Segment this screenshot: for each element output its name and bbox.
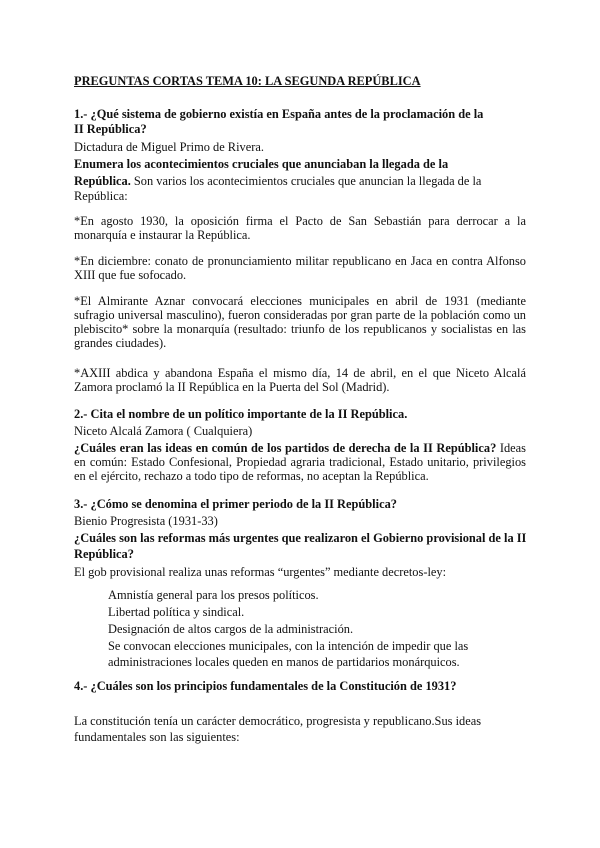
question-1-line-1: 1.- ¿Qué sistema de gobierno existía en España antes de la proclamación de la bbox=[74, 107, 484, 121]
event-item: *En diciembre: conato de pronunciamiento militar republicano en Jaca en contra Alfonso XIII que fue sofocado. bbox=[74, 254, 526, 282]
question-2: 2.- Cita el nombre de un político importante de la II República. bbox=[74, 407, 408, 421]
event-item: *El Almirante Aznar convocará elecciones municipales en abril de 1931 (mediante sufragio universal masculino), fueron consideradas por gran parte de la población como un plebiscito* sobre la monarquía (resultado: triunfo de los republicanos y socialistas en las grandes ciudades). bbox=[74, 294, 526, 350]
answer-1: Dictadura de Miguel Primo de Rivera. bbox=[74, 140, 264, 154]
question-4: 4.- ¿Cuáles son los principios fundamentales de la Constitución de 1931? bbox=[74, 679, 457, 693]
event-item: *AXIII abdica y abandona España el mismo día, 14 de abril, en el que Niceto Alcalá Zamora proclamó la II República en la Puerta del Sol (Madrid). bbox=[74, 366, 526, 394]
reform-item: Designación de altos cargos de la administración. bbox=[108, 622, 354, 636]
answer-1b-start: Son varios los acontecimientos cruciales que anuncian la llegada de la bbox=[130, 174, 482, 188]
answer-1b-line-3: República: bbox=[74, 189, 128, 203]
document-title: PREGUNTAS CORTAS TEMA 10: LA SEGUNDA REPÚBLICA bbox=[74, 74, 421, 88]
question-3: 3.- ¿Cómo se denomina el primer periodo de la II República? bbox=[74, 497, 397, 511]
question-1b-bold-end: República. bbox=[74, 174, 131, 188]
answer-2b: Ideas en común: Estado Confesional, Propiedad agraria tradicional, Estado unitario, privilegios en el ejército, rechazo a todo tipo de reformas, no aceptan la República. bbox=[74, 441, 526, 483]
reform-item: administraciones locales queden en manos de partidarios monárquicos. bbox=[108, 655, 460, 669]
event-item: *En agosto 1930, la oposición firma el Pacto de San Sebastián para derrocar a la monarquía e instaurar la República. bbox=[74, 214, 526, 242]
question-2b: ¿Cuáles eran las ideas en común de los partidos de derecha de la II República? bbox=[74, 441, 497, 455]
answer-2: Niceto Alcalá Zamora ( Cualquiera) bbox=[74, 424, 253, 438]
question-2b-paragraph bbox=[74, 441, 526, 483]
reform-item: Libertad política y sindical. bbox=[108, 605, 245, 619]
question-1-line-2: II República? bbox=[74, 122, 147, 136]
question-1b-line-2 bbox=[74, 174, 481, 188]
reform-item: Amnistía general para los presos políticos. bbox=[108, 588, 319, 602]
question-1b-line-1: Enumera los acontecimientos cruciales que anunciaban la llegada de la bbox=[74, 157, 449, 171]
answer-4-line-1: La constitución tenía un carácter democrático, progresista y republicano.Sus ideas bbox=[74, 714, 482, 728]
answer-4-line-2: fundamentales son las siguientes: bbox=[74, 730, 240, 744]
question-3b-line-2: República? bbox=[74, 547, 134, 561]
answer-3: Bienio Progresista (1931-33) bbox=[74, 514, 218, 528]
answer-3b-intro: El gob provisional realiza unas reformas “urgentes” mediante decretos-ley: bbox=[74, 565, 447, 579]
reform-item: Se convocan elecciones municipales, con la intención de impedir que las bbox=[108, 639, 469, 653]
question-3b-line-1: ¿Cuáles son las reformas más urgentes que realizaron el Gobierno provisional de la II bbox=[74, 531, 527, 545]
